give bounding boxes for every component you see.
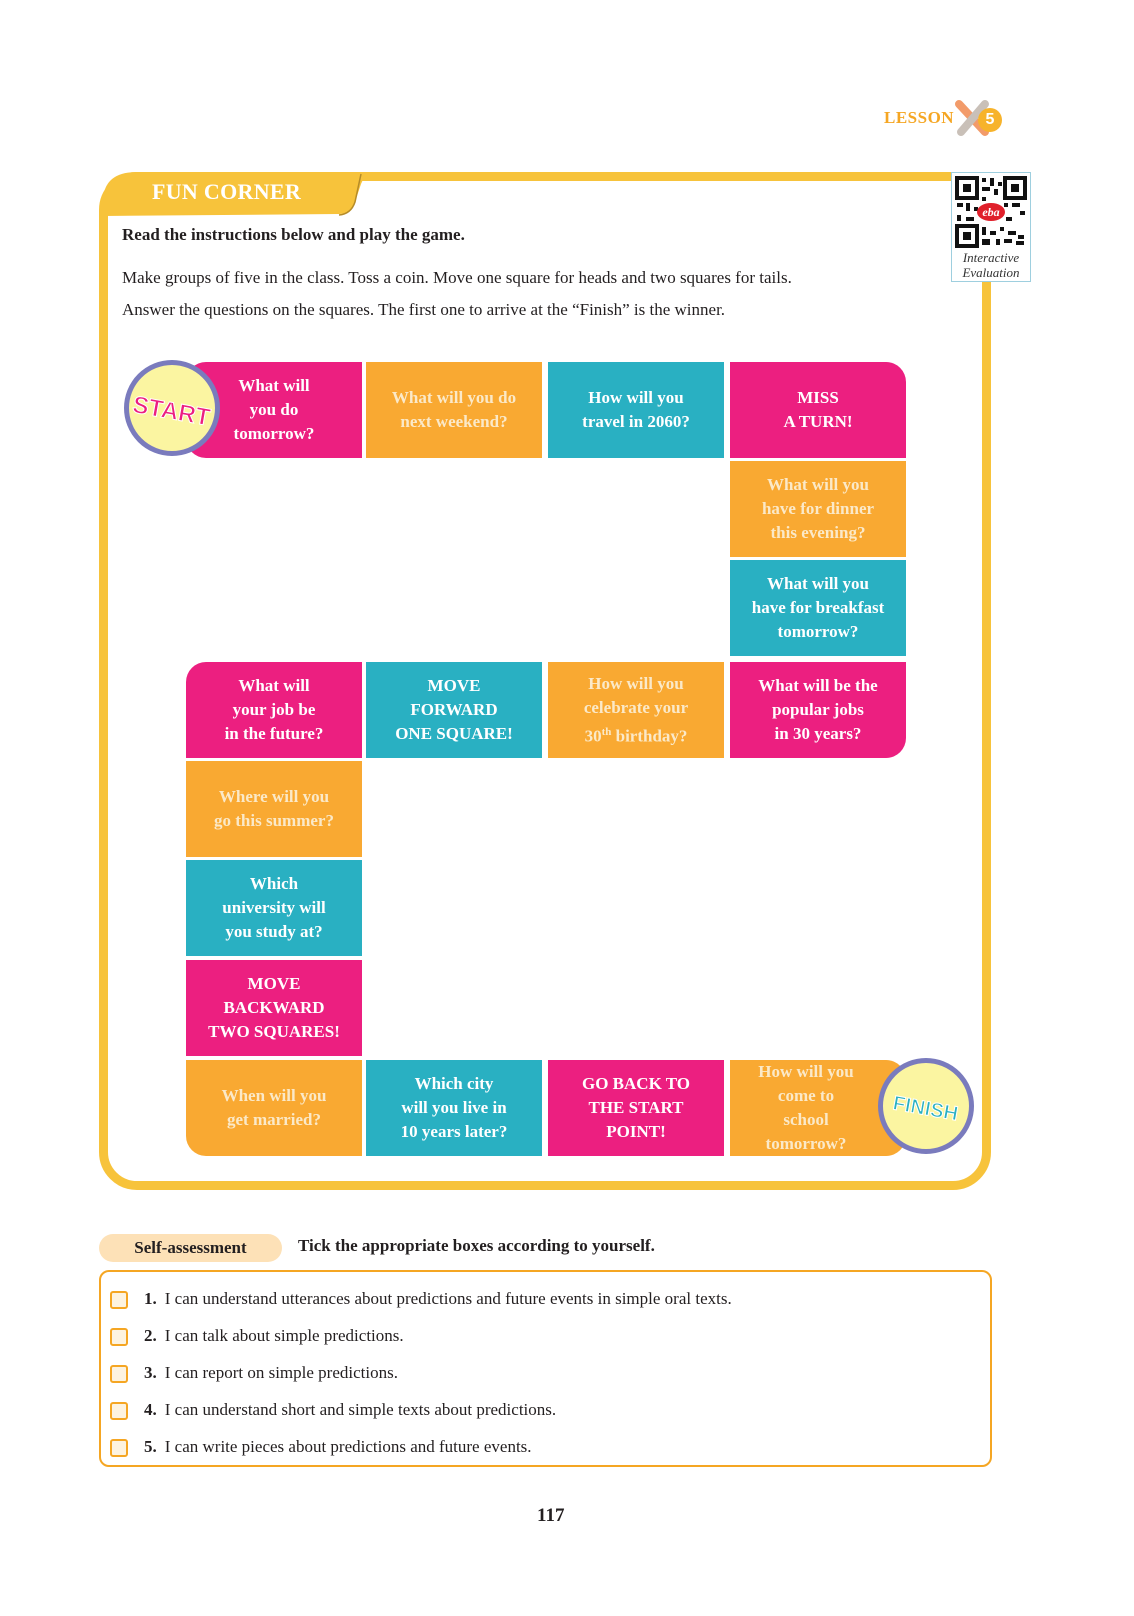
item-number: 2. [144, 1326, 157, 1345]
item-text: I can understand utterances about predictions and future events in simple oral texts. [164, 1289, 732, 1308]
square-text: MISS [797, 388, 839, 407]
item-number: 1. [144, 1289, 157, 1308]
qr-label-line1: Interactive [962, 250, 1020, 265]
square-text: you do [249, 400, 299, 419]
square-text: in 30 years? [774, 724, 862, 743]
checkbox[interactable] [110, 1291, 128, 1309]
board-square-16 [548, 1060, 724, 1156]
square-text: MOVE [247, 974, 301, 993]
square-text: school [783, 1110, 829, 1129]
square-text: have for breakfast [751, 598, 885, 617]
square-text: Which [249, 874, 299, 893]
square-text: tomorrow? [765, 1134, 847, 1153]
board-square-14 [186, 1060, 362, 1156]
square-text: What will you [766, 475, 869, 494]
start-label: START [130, 391, 213, 432]
qr-logo-text: eba [982, 205, 1000, 219]
fun-corner-title: FUN CORNER [152, 179, 302, 204]
start-badge [124, 360, 220, 456]
board-square-8 [548, 662, 724, 758]
square-text: your job be [232, 700, 316, 719]
square-text: MOVE [427, 676, 481, 695]
square-text: How will you [758, 1062, 854, 1081]
square-text: go this summer? [214, 811, 334, 830]
qr-label-line2: Evaluation [962, 265, 1020, 280]
square-text: 10 years later? [400, 1122, 508, 1141]
checkbox[interactable] [110, 1439, 128, 1457]
square-text: How will you [588, 388, 684, 407]
square-text: ONE SQUARE! [395, 724, 513, 743]
self-assessment-item-5 [110, 1433, 532, 1461]
page-number: 117 [537, 1505, 565, 1526]
square-text: What will [238, 676, 310, 695]
checkbox[interactable] [110, 1328, 128, 1346]
board-square-2 [366, 362, 542, 458]
board-square-15 [366, 1060, 542, 1156]
square-text: in the future? [224, 724, 324, 743]
self-assessment-item-2 [110, 1322, 404, 1350]
square-text: A TURN! [783, 412, 853, 431]
lesson-number: 5 [978, 108, 1002, 132]
square-text: next weekend? [400, 412, 508, 431]
instruction-line-2: Answer the questions on the squares. The first one to arrive at the “Finish” is the winner. [122, 300, 726, 319]
square-text: tomorrow? [233, 424, 315, 443]
square-text: this evening? [770, 523, 866, 542]
square-text: 30 [584, 726, 602, 746]
square-text: university will [222, 898, 326, 917]
self-assessment-item-1 [110, 1285, 732, 1313]
square-text: Where will you [218, 787, 330, 806]
board-square-6 [730, 560, 906, 656]
board-square-11 [186, 761, 362, 857]
square-text: Which city [414, 1074, 494, 1093]
self-assessment-item-3 [110, 1359, 398, 1387]
instruction-heading: Read the instructions below and play the game. [122, 225, 465, 244]
board-square-12 [186, 860, 362, 956]
square-text: What will you [766, 574, 870, 593]
finish-badge [878, 1058, 974, 1154]
board-square-4 [730, 362, 906, 458]
self-assessment-instruction: Tick the appropriate boxes according to yourself. [298, 1236, 655, 1255]
board-square-3 [548, 362, 724, 458]
board-square-13 [186, 960, 362, 1056]
square-text: GO BACK TO [581, 1074, 690, 1093]
square-text: you study at? [225, 922, 323, 941]
finish-label-icon [883, 1063, 969, 1149]
square-text: How will you [588, 673, 684, 693]
square-text: When will you [221, 1086, 327, 1105]
square-text-sup: th [601, 725, 612, 738]
square-text: will you live in [401, 1098, 507, 1117]
item-number: 5. [144, 1437, 157, 1456]
item-number: 4. [144, 1400, 157, 1419]
square-text: have for dinner [761, 499, 875, 518]
square-text: TWO SQUARES! [208, 1022, 340, 1041]
square-text: What will be the [758, 676, 878, 695]
square-text: come to [777, 1086, 835, 1105]
self-assessment-label: Self-assessment [99, 1234, 282, 1262]
checkbox[interactable] [110, 1402, 128, 1420]
square-text: What will you do [391, 388, 517, 407]
instruction-line-1: Make groups of five in the class. Toss a coin. Move one square for heads and two squares for tails. [122, 268, 792, 287]
square-text: BACKWARD [223, 998, 325, 1017]
square-text: tomorrow? [777, 622, 859, 641]
square-text: popular jobs [772, 700, 864, 719]
qr-code-icon [952, 173, 1030, 249]
board-square-9 [366, 662, 542, 758]
square-text: What will [238, 376, 310, 395]
board-square-5 [730, 461, 906, 557]
square-text: travel in 2060? [582, 412, 690, 431]
start-label-icon [129, 365, 215, 451]
lesson-label: LESSON [884, 108, 955, 127]
item-text: I can report on simple predictions. [164, 1363, 398, 1382]
instruction-text [122, 262, 952, 326]
finish-label: FINISH [891, 1092, 960, 1126]
self-assessment-item-4 [110, 1396, 556, 1424]
qr-label [951, 250, 1031, 280]
square-text: POINT! [606, 1122, 666, 1141]
square-text: birthday? [611, 726, 688, 746]
item-text: I can understand short and simple texts about predictions. [164, 1400, 557, 1419]
square-text: THE START [588, 1098, 684, 1117]
board-square-10 [186, 662, 362, 758]
item-text: I can talk about simple predictions. [164, 1326, 404, 1345]
item-number: 3. [144, 1363, 157, 1382]
square-text: FORWARD [410, 700, 498, 719]
board-square-7 [730, 662, 906, 758]
square-text: get married? [227, 1110, 321, 1129]
item-text: I can write pieces about predictions and future events. [164, 1437, 532, 1456]
square-text: celebrate your [583, 697, 689, 717]
checkbox[interactable] [110, 1365, 128, 1383]
